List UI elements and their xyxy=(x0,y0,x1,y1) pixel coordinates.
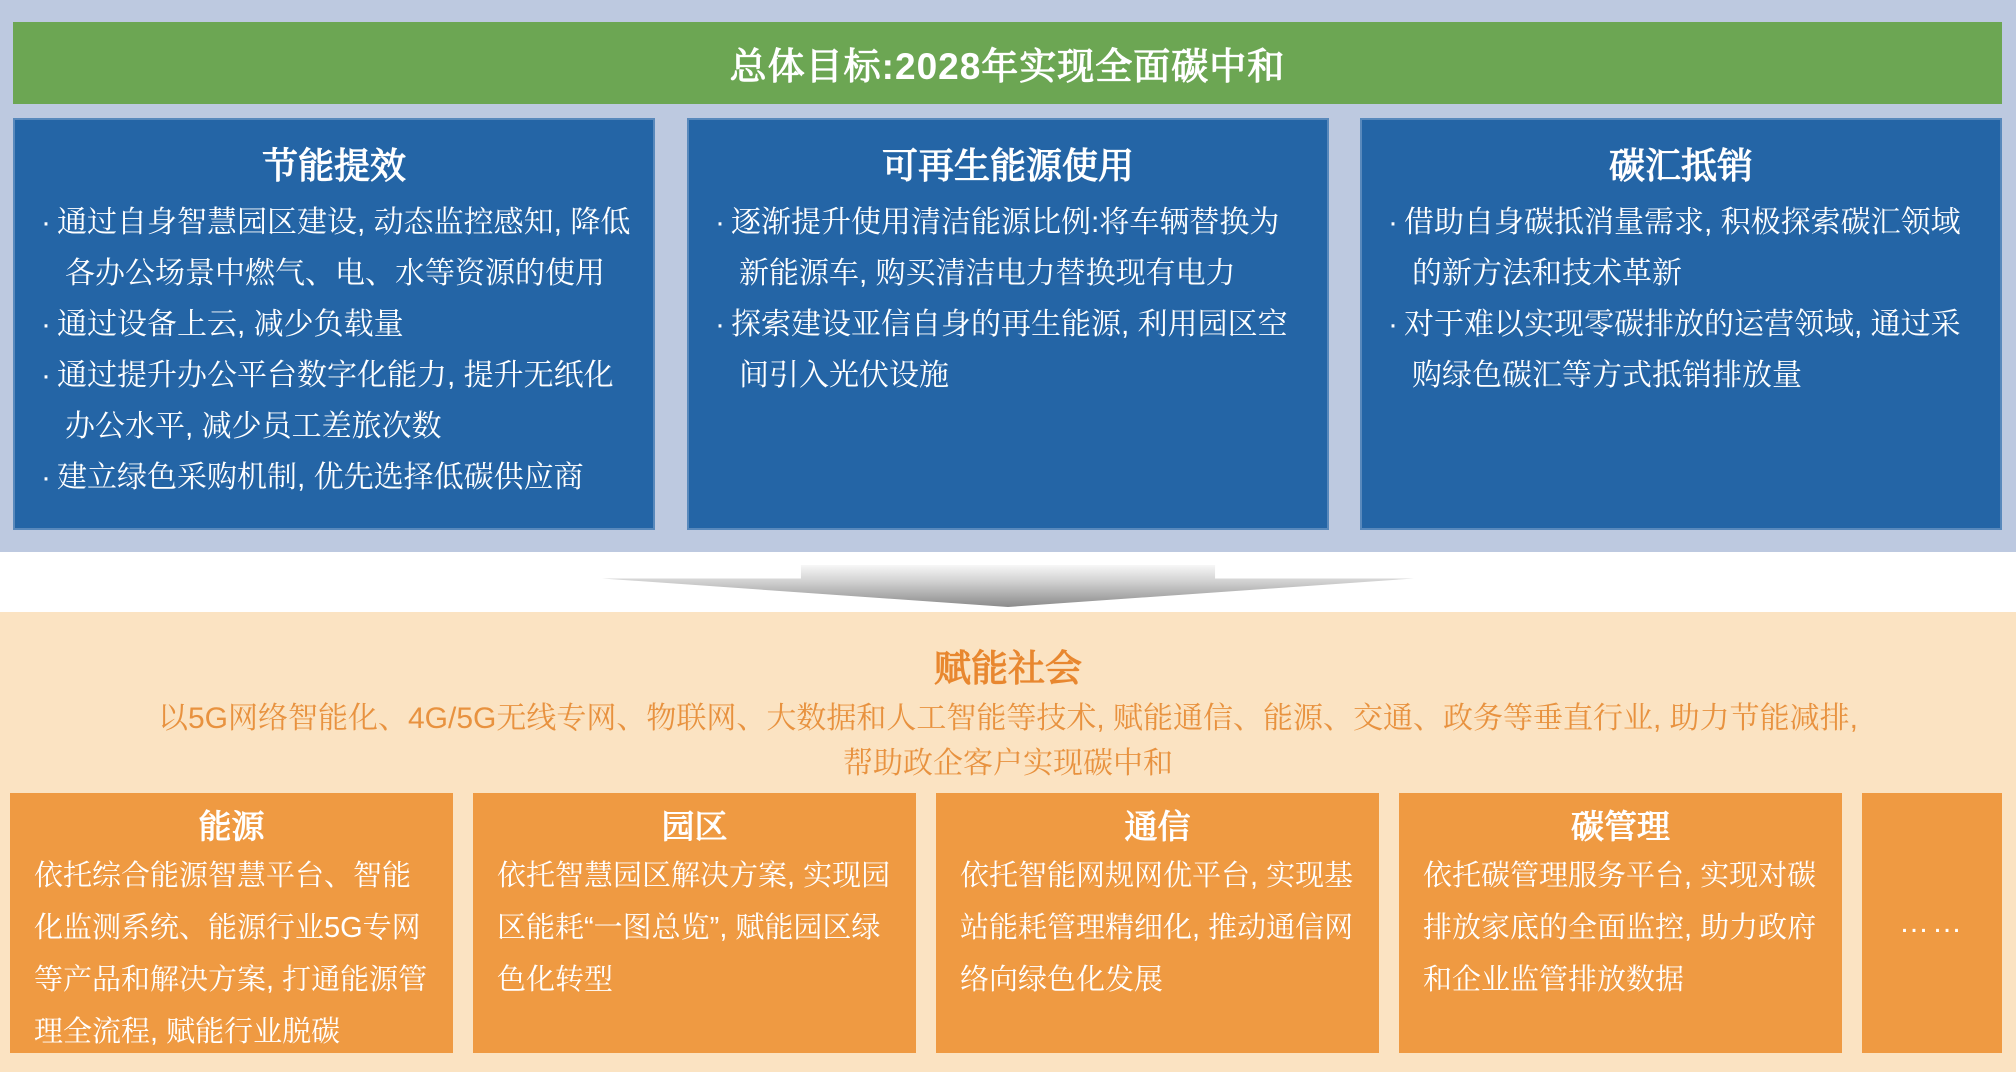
sector-text: 依托综合能源智慧平台、智能化监测系统、能源行业5G专网等产品和解决方案, 打通能源管理全流程, 赋能行业脱碳 xyxy=(34,860,428,1048)
sector-text: 依托智慧园区解决方案, 实现园区能耗“一图总览”, 赋能园区绿色化转型 xyxy=(497,860,891,996)
pillar-bullet-list xyxy=(715,197,1307,401)
bullet-item: · 借助自身碳抵消量需求, 积极探索碳汇领域的新方法和技术革新 xyxy=(1388,197,1980,299)
pillar-bullet-list xyxy=(41,197,633,503)
sector-energy xyxy=(10,793,453,1053)
sector-title: 能源 xyxy=(198,808,265,845)
society-section xyxy=(0,612,2016,1072)
pillar-title: 节能提效 xyxy=(261,145,406,186)
overall-goal-banner xyxy=(13,22,2002,104)
sector-carbon-management xyxy=(1399,793,1842,1053)
sector-title: 通信 xyxy=(1124,808,1191,845)
bullet-item: · 通过提升办公平台数字化能力, 提升无纸化办公水平, 减少员工差旅次数 xyxy=(41,350,633,452)
pillar-energy-saving xyxy=(13,118,655,530)
down-arrow-icon xyxy=(602,565,1414,607)
pillar-carbon-offset xyxy=(1360,118,2002,530)
divider-band xyxy=(0,552,2016,612)
pillar-title: 可再生能源使用 xyxy=(881,145,1134,186)
sector-title: 园区 xyxy=(661,808,728,845)
bullet-item: · 逐渐提升使用清洁能源比例:将车辆替换为新能源车, 购买清洁电力替换现有电力 xyxy=(715,197,1307,299)
society-description-line2: 帮助政企客户实现碳中和 xyxy=(843,747,1173,780)
society-description xyxy=(0,696,2016,786)
pillar-title: 碳汇抵销 xyxy=(1608,145,1753,186)
bullet-item: · 对于难以实现零碳排放的运营领域, 通过采购绿色碳汇等方式抵销排放量 xyxy=(1388,299,1980,401)
pillar-renewable-energy xyxy=(687,118,1329,530)
bullet-item: · 探索建设亚信自身的再生能源, 利用园区空间引入光伏设施 xyxy=(715,299,1307,401)
sector-text: 依托碳管理服务平台, 实现对碳排放家底的全面监控, 助力政府和企业监管排放数据 xyxy=(1423,860,1817,996)
bullet-item: · 通过设备上云, 减少负载量 xyxy=(41,299,633,350)
sector-more xyxy=(1862,793,2002,1053)
sector-telecom xyxy=(936,793,1379,1053)
society-title: 赋能社会 xyxy=(934,648,1082,689)
sector-title: 碳管理 xyxy=(1571,808,1670,845)
bullet-item: · 建立绿色采购机制, 优先选择低碳供应商 xyxy=(41,452,633,503)
sector-text: 依托智能网规网优平台, 实现基站能耗管理精细化, 推动通信网络向绿色化发展 xyxy=(960,860,1354,996)
sector-campus xyxy=(473,793,916,1053)
pillar-bullet-list xyxy=(1388,197,1980,401)
overall-goal-title: 总体目标:2028年实现全面碳中和 xyxy=(729,46,1286,87)
bullet-item: · 通过自身智慧园区建设, 动态监控感知, 降低各办公场景中燃气、电、水等资源的使用 xyxy=(41,197,633,299)
society-description-line1: 以5G网络智能化、4G/5G无线专网、物联网、大数据和人工智能等技术, 赋能通信、能源、交通、政务等垂直行业, 助力节能减排, xyxy=(157,702,1859,735)
ellipsis-label: …… xyxy=(1899,906,1965,939)
